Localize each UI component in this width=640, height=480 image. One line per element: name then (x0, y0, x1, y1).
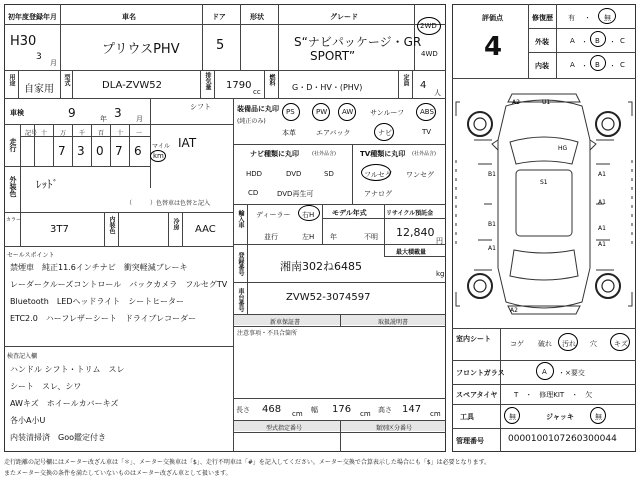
chassis-label: 車台番号 (237, 288, 244, 312)
doors: 5 (216, 38, 225, 53)
mileage-digit-header: 千 (79, 130, 86, 137)
wear-option-yes: 有 (568, 14, 575, 22)
inspector-label: 検査記入欄 (7, 353, 38, 360)
sales-points-label: セールスポイント (7, 252, 55, 259)
displacement: 1790 (226, 80, 252, 91)
car-name-label: 車名 (122, 13, 136, 21)
mileage-digit: 7 (115, 144, 123, 158)
displacement-label: 排気量 (204, 72, 211, 90)
interior-c: C (620, 61, 625, 69)
equip-item: エアバック (316, 129, 351, 137)
tools-value: 無 (509, 413, 516, 421)
inspection-year-unit: 年 (100, 115, 107, 123)
mileage-digit: 0 (96, 144, 104, 158)
color-label: 外装色 (9, 176, 17, 197)
grade-score-label: 評価点 (482, 14, 503, 22)
length-value: 468 (262, 404, 282, 415)
mileage-label: 走行 (9, 138, 17, 152)
dmg-label-hood: U1 (542, 99, 551, 106)
tv-item-fullseg: フルセグ (364, 171, 392, 179)
import-dealer: ディーラー (256, 211, 291, 219)
mgmt-label: 管理番号 (456, 437, 484, 445)
sales-point-line: 禁煙車 純正11.6インチナビ 衝突軽減ブレーキ (10, 263, 188, 272)
interior-a: A (570, 61, 575, 69)
width-unit: cm (360, 410, 371, 418)
reg-year-label: 初年度登録年月 (8, 13, 57, 21)
fuel-options: G・D・HV・(PHV) (292, 83, 363, 92)
use-value: 自家用 (24, 84, 54, 95)
navi-title-note: (社外品含) (312, 151, 336, 157)
equipment-title: 装備品に丸印 (237, 105, 279, 113)
mileage-divider (34, 124, 35, 166)
dmg-label-headlight: HG (558, 145, 568, 152)
equip-item: PS (286, 108, 295, 116)
max-load-label: 最大積載量 (396, 249, 427, 256)
mileage-digit-header: 十 (117, 130, 124, 137)
exterior-a: A (570, 37, 575, 45)
dmg-label-front-bumper: A2 (512, 99, 520, 106)
reg-year: H30 (10, 34, 37, 49)
seat-option: キズ (614, 340, 628, 348)
inspection-month: 3 (114, 106, 122, 120)
mileage-digit-header: 一 (136, 130, 143, 137)
model: DLA-ZVW52 (102, 80, 163, 91)
drive-circled: 2WD (420, 22, 437, 30)
equip-item: TV (422, 128, 432, 136)
mileage-divider (110, 124, 111, 166)
reg-month-unit: 月 (50, 59, 57, 67)
grade-line2: SPORT” (310, 49, 356, 63)
mileage-digit: 3 (77, 144, 85, 158)
wear-label: 修復歴 (532, 14, 553, 22)
navi-item-sd: SD (324, 170, 334, 178)
capacity-label: 定員 (402, 74, 409, 86)
inspector-line: 内装清掃済 Goo鑑定付き (10, 433, 106, 442)
length-label: 長さ (236, 406, 250, 414)
navi-item-dvd: DVD (286, 170, 302, 178)
equip-item: 本革 (282, 129, 296, 137)
dmg-label-right-quarter: A1 (598, 225, 606, 232)
shift-label: シフト (190, 103, 211, 111)
navi-title: ナビ種類に丸印 (250, 150, 299, 158)
front-glass-text: ・×要交 (558, 369, 585, 377)
shift: IAT (178, 136, 197, 150)
exterior-c: C (620, 37, 625, 45)
equipment-subtitle: (純正のみ) (237, 118, 266, 125)
owner-manual: 取扱説明書 (378, 319, 409, 326)
inspector-line: シート スレ、シワ (10, 382, 82, 391)
inspector-line: ハンドル シフト・トリム スレ (10, 365, 125, 374)
interior-label: 内装 (535, 62, 549, 70)
import-parallel: 並行 (264, 233, 278, 241)
mileage-digit-header: 万 (60, 130, 67, 137)
grade-label: グレード (330, 13, 358, 21)
footer-line1: 走行距離の記号欄にはメーター改ざん車は「＊」、メーター交換車は「$」、走行不明車は「#」を記入してください。メーター交換で合算表示した場合にも「$」は必要となります。 (4, 459, 491, 466)
interior-b: B (595, 61, 600, 69)
dmg-label-right-front-door: A1 (598, 171, 606, 178)
sales-point-line: レーダークルーズコントロール バックカメラ フルセグTV (10, 280, 228, 289)
navi-item-hdd: HDD (246, 170, 263, 178)
width-label: 幅 (311, 406, 318, 414)
sales-point-line: ETC2.0 ハーフレザーシート ドライブレコーダー (10, 314, 197, 323)
dmg-label-rear-bumper: A2 (510, 307, 518, 314)
navi-item-dvd-play: DVD再生可 (277, 190, 314, 198)
recycle-label: リサイクル預託金 (386, 210, 434, 217)
height-label: 高さ (378, 406, 392, 414)
max-load-unit: kg (436, 270, 445, 278)
grade-score: 4 (484, 32, 503, 62)
inspection-label: 車検 (10, 109, 24, 117)
import-right: 右H (302, 211, 315, 219)
wear-option-no: 無 (604, 14, 611, 22)
equip-item: サンルーフ (370, 109, 405, 117)
recycle-unit: 円 (436, 237, 443, 245)
inspector-line: 各小A小U (10, 416, 46, 425)
color-note: （ ）色替車は色替と記入 (126, 200, 211, 207)
tv-title-note: (社外品含) (412, 151, 436, 157)
front-glass-label: フロントガラス (456, 369, 505, 377)
seat-option: 穴 (590, 340, 597, 348)
mileage-digit-header: 百 (98, 130, 105, 137)
seat-option: 破れ (538, 340, 552, 348)
tv-item-oneseg: ワンセグ (406, 171, 434, 179)
mileage-divider (53, 124, 54, 166)
tv-item-analog: アナログ (364, 190, 392, 198)
equip-item: AW (342, 108, 354, 116)
import-left: 左H (302, 233, 315, 241)
interior-seat-label: 室内シート (456, 335, 491, 343)
class-number-label: 類別区分番号 (376, 425, 413, 432)
front-glass-circled: A (542, 368, 547, 376)
spare-tire-label: スペアタイヤ (456, 391, 498, 399)
paint-label: カラー (6, 217, 22, 223)
plate-value: 湘南302ね6485 (280, 260, 362, 273)
height-value: 147 (402, 404, 422, 415)
interior-color-label: 内装色 (108, 216, 115, 234)
model-label: 型式 (63, 74, 70, 86)
mileage-note-label: 記号 (25, 130, 38, 137)
inspection-year: 9 (68, 106, 76, 120)
displacement-unit: cc (253, 88, 261, 96)
length-unit: cm (292, 410, 303, 418)
mileage-digit: 6 (134, 144, 142, 158)
dmg-label-roof: S1 (540, 179, 548, 186)
color-value: ﾚｯﾄﾞ (36, 178, 58, 191)
capacity-unit: 人 (434, 89, 441, 97)
car-name: プリウスPHV (102, 42, 180, 57)
car-damage-diagram (452, 80, 636, 328)
navi-item-cd: CD (248, 189, 259, 197)
reg-month: 3 (36, 52, 42, 62)
chassis-value: ZVW52-3074597 (286, 292, 371, 303)
height-unit: cm (430, 410, 441, 418)
footer-line2: またメーター交換の条件を満たしていないものはメーター改ざん車として扱います。 (4, 470, 232, 477)
ac-value: AAC (195, 224, 216, 235)
mileage-digit: 7 (58, 144, 66, 158)
drive-other: 4WD (421, 50, 438, 58)
dmg-label-left-front-door: B1 (488, 171, 496, 178)
capacity: 4 (420, 80, 427, 91)
plate-label: 登録番号 (237, 252, 244, 276)
fuel-label: 燃料 (268, 74, 275, 86)
exterior-label: 外装 (535, 38, 549, 46)
tv-title: TV種類に丸印 (360, 150, 406, 158)
mgmt-value: 0000100107260300044 (508, 434, 617, 444)
jack-value: 無 (595, 413, 602, 421)
notes-label: 注意事項・不具合箇所 (237, 330, 298, 337)
width-value: 176 (332, 404, 352, 415)
mileage-divider (72, 124, 73, 166)
seat-option: 汚れ (562, 340, 576, 348)
dmg-label-left-rear-quarter: A1 (488, 245, 496, 252)
equip-item: ナビ (378, 129, 392, 137)
dmg-label-left-rear-door: B1 (488, 221, 496, 228)
equip-item: ABS (420, 108, 434, 116)
new-car-warranty: 新車保証書 (270, 319, 301, 326)
jack-label: ジャッキ (546, 413, 574, 421)
exterior-b: B (595, 37, 600, 45)
paint-value: 3T7 (50, 224, 69, 235)
seat-option: コゲ (510, 340, 524, 348)
model-year-unit: 年 (330, 233, 337, 241)
import-label: 輸入車 (237, 210, 244, 228)
model-year-label: モデル年式 (332, 209, 367, 217)
inspector-line: AWキズ ホイールカバーキズ (10, 399, 119, 408)
model-year-unknown: 不明 (364, 233, 378, 241)
door-label: ドア (212, 13, 226, 21)
recycle-value: 12,840 (396, 226, 435, 239)
mileage-divider (129, 124, 130, 166)
body-label: 形状 (250, 13, 264, 21)
mileage-unit-circled: km (153, 152, 164, 160)
mileage-unit-top: マイル (152, 143, 170, 150)
mileage-header-line (20, 136, 150, 137)
ac-label: 冷房 (172, 218, 179, 230)
equip-item: PW (316, 108, 328, 116)
spare-tire-text: T ・ 修理KIT ・ 欠 (514, 391, 593, 399)
inspection-month-unit: 月 (136, 115, 143, 123)
sales-point-line: Bluetooth LEDヘッドライト シートヒーター (10, 297, 184, 306)
use-label: 用途 (8, 74, 15, 86)
mileage-divider (91, 124, 92, 166)
dmg-label-right-rear-door: A1 (598, 199, 606, 206)
dmg-label-right-rear-quarter: A1 (598, 241, 606, 248)
tools-label: 工具 (460, 413, 474, 421)
mileage-digit-header: 十 (41, 130, 48, 137)
spec-number-label: 型式指定番号 (266, 425, 303, 432)
grade-line1: S“ナビパッケージ・GR (294, 35, 422, 49)
